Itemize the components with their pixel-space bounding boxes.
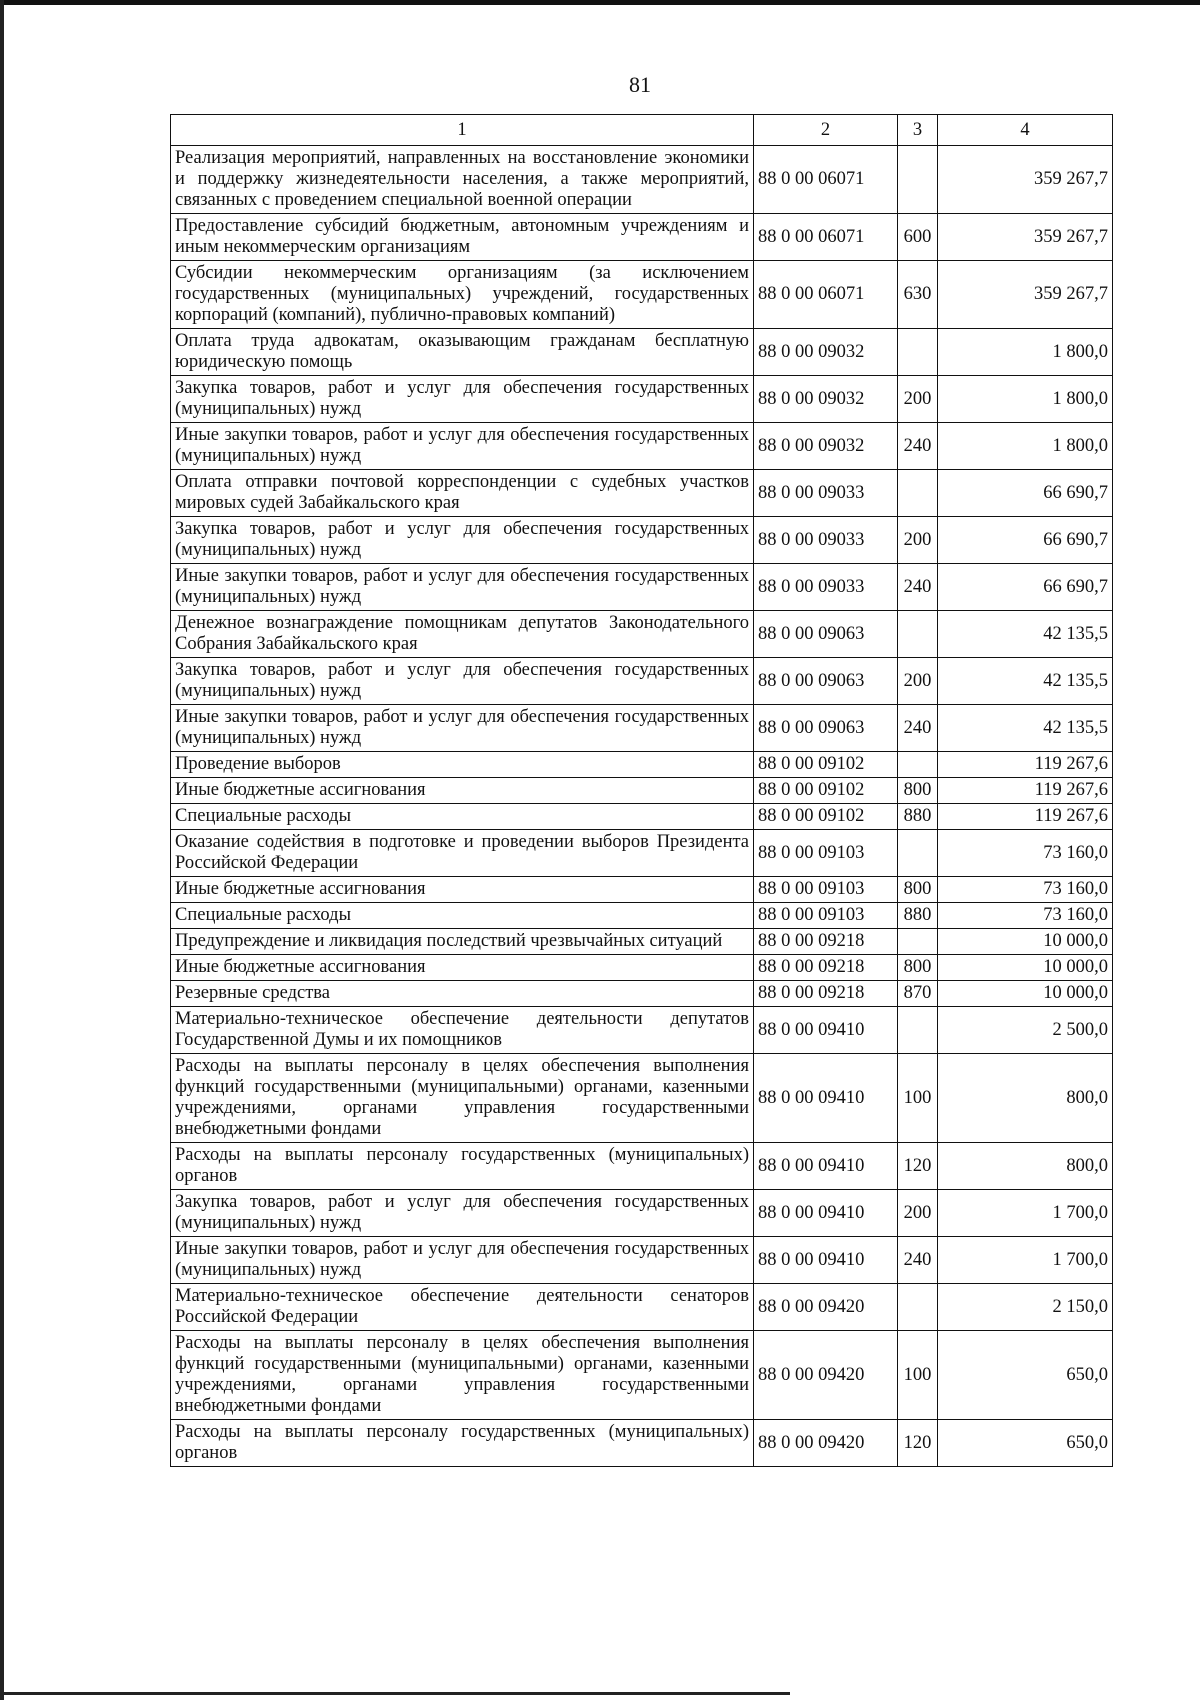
row-amount-cell: 1 700,0 [938,1237,1113,1284]
row-amount-cell: 119 267,6 [938,752,1113,778]
row-type-cell: 880 [898,804,938,830]
row-name-cell: Предупреждение и ликвидация последствий чрезвычайных ситуаций [171,929,754,955]
table-row [171,1284,1113,1331]
row-type-cell: 240 [898,1237,938,1284]
row-code-cell: 88 0 00 09420 [754,1331,898,1420]
table-row [171,1237,1113,1284]
row-type-cell: 120 [898,1143,938,1190]
row-code-cell: 88 0 00 09063 [754,611,898,658]
row-amount-cell: 66 690,7 [938,517,1113,564]
row-type-cell [898,830,938,877]
row-name-cell: Специальные расходы [171,903,754,929]
row-code-cell: 88 0 00 09033 [754,517,898,564]
row-type-cell: 240 [898,564,938,611]
row-amount-cell: 650,0 [938,1420,1113,1467]
row-amount-cell: 42 135,5 [938,658,1113,705]
row-code-cell: 88 0 00 09103 [754,903,898,929]
row-type-cell: 240 [898,423,938,470]
row-amount-cell: 66 690,7 [938,470,1113,517]
row-amount-cell: 42 135,5 [938,611,1113,658]
row-code-cell: 88 0 00 09032 [754,376,898,423]
table-row [171,752,1113,778]
row-amount-cell: 73 160,0 [938,830,1113,877]
row-type-cell: 200 [898,517,938,564]
row-type-cell: 100 [898,1054,938,1143]
row-type-cell: 880 [898,903,938,929]
row-amount-cell: 73 160,0 [938,877,1113,903]
row-type-cell [898,929,938,955]
row-code-cell: 88 0 00 09063 [754,658,898,705]
row-amount-cell: 800,0 [938,1054,1113,1143]
row-code-cell: 88 0 00 09410 [754,1007,898,1054]
row-type-cell: 800 [898,778,938,804]
row-code-cell: 88 0 00 06071 [754,214,898,261]
table-row [171,903,1113,929]
row-code-cell: 88 0 00 09103 [754,830,898,877]
table-row [171,929,1113,955]
row-type-cell: 630 [898,261,938,329]
row-code-cell: 88 0 00 09103 [754,877,898,903]
row-type-cell: 240 [898,705,938,752]
row-type-cell [898,1007,938,1054]
table-row [171,376,1113,423]
row-name-cell: Расходы на выплаты персоналу государственных (муниципальных) органов [171,1420,754,1467]
header-col-2: 2 [754,115,898,146]
row-amount-cell: 359 267,7 [938,261,1113,329]
row-name-cell: Закупка товаров, работ и услуг для обеспечения государственных (муниципальных) нужд [171,1190,754,1237]
row-name-cell: Предоставление субсидий бюджетным, автономным учреждениям и иным некоммерческим организациям [171,214,754,261]
row-amount-cell: 359 267,7 [938,214,1113,261]
row-code-cell: 88 0 00 09218 [754,955,898,981]
row-type-cell [898,470,938,517]
row-name-cell: Оплата отправки почтовой корреспонденции с судебных участков мировых судей Забайкальского края [171,470,754,517]
row-code-cell: 88 0 00 09063 [754,705,898,752]
header-col-4: 4 [938,115,1113,146]
row-name-cell: Иные закупки товаров, работ и услуг для обеспечения государственных (муниципальных) нужд [171,423,754,470]
row-name-cell: Иные закупки товаров, работ и услуг для обеспечения государственных (муниципальных) нужд [171,705,754,752]
row-amount-cell: 42 135,5 [938,705,1113,752]
row-code-cell: 88 0 00 09410 [754,1143,898,1190]
table-row [171,1007,1113,1054]
table-row [171,1331,1113,1420]
row-name-cell: Оплата труда адвокатам, оказывающим гражданам бесплатную юридическую помощь [171,329,754,376]
row-type-cell [898,329,938,376]
row-code-cell: 88 0 00 09102 [754,752,898,778]
table-row [171,877,1113,903]
table-row [171,329,1113,376]
row-amount-cell: 1 700,0 [938,1190,1113,1237]
row-name-cell: Реализация мероприятий, направленных на восстановление экономики и поддержку жизнедеятельности населения, а также мероприятий, связанных с проведением специальной военной операции [171,146,754,214]
row-type-cell: 200 [898,376,938,423]
table-row [171,804,1113,830]
row-type-cell: 200 [898,658,938,705]
row-type-cell: 600 [898,214,938,261]
table-row [171,611,1113,658]
row-name-cell: Закупка товаров, работ и услуг для обеспечения государственных (муниципальных) нужд [171,517,754,564]
row-name-cell: Иные бюджетные ассигнования [171,955,754,981]
row-amount-cell: 650,0 [938,1331,1113,1420]
table-row [171,778,1113,804]
row-amount-cell: 2 500,0 [938,1007,1113,1054]
row-name-cell: Резервные средства [171,981,754,1007]
row-code-cell: 88 0 00 06071 [754,146,898,214]
row-name-cell: Расходы на выплаты персоналу в целях обеспечения выполнения функций государственными (муниципальными) органами, казенными учреждениями, органами управления государственными внебюджетными фондами [171,1331,754,1420]
row-code-cell: 88 0 00 09218 [754,929,898,955]
page-number: 81 [629,72,651,97]
row-name-cell: Иные закупки товаров, работ и услуг для обеспечения государственных (муниципальных) нужд [171,564,754,611]
row-code-cell: 88 0 00 09033 [754,470,898,517]
scan-border-top [0,0,1200,5]
row-code-cell: 88 0 00 09420 [754,1420,898,1467]
budget-table [170,114,1113,1467]
row-code-cell: 88 0 00 09410 [754,1237,898,1284]
row-code-cell: 88 0 00 09102 [754,778,898,804]
table-row [171,1190,1113,1237]
row-name-cell: Иные закупки товаров, работ и услуг для обеспечения государственных (муниципальных) нужд [171,1237,754,1284]
table-row [171,1054,1113,1143]
row-type-cell [898,1284,938,1331]
table-row [171,564,1113,611]
row-type-cell: 800 [898,877,938,903]
row-amount-cell: 66 690,7 [938,564,1113,611]
row-name-cell: Закупка товаров, работ и услуг для обеспечения государственных (муниципальных) нужд [171,658,754,705]
header-col-1: 1 [171,115,754,146]
row-code-cell: 88 0 00 06071 [754,261,898,329]
row-amount-cell: 10 000,0 [938,981,1113,1007]
row-type-cell: 100 [898,1331,938,1420]
table-row [171,1420,1113,1467]
scan-border-bottom [0,1692,790,1695]
row-name-cell: Материально-техническое обеспечение деятельности сенаторов Российской Федерации [171,1284,754,1331]
scan-border-left [0,0,4,1700]
row-amount-cell: 10 000,0 [938,929,1113,955]
row-code-cell: 88 0 00 09420 [754,1284,898,1331]
row-name-cell: Закупка товаров, работ и услуг для обеспечения государственных (муниципальных) нужд [171,376,754,423]
row-code-cell: 88 0 00 09032 [754,329,898,376]
row-code-cell: 88 0 00 09033 [754,564,898,611]
header-row [171,115,1113,146]
table-row [171,981,1113,1007]
row-code-cell: 88 0 00 09410 [754,1190,898,1237]
row-amount-cell: 73 160,0 [938,903,1113,929]
table-row [171,1143,1113,1190]
table-row [171,955,1113,981]
row-type-cell [898,752,938,778]
table-row [171,470,1113,517]
row-name-cell: Расходы на выплаты персоналу в целях обеспечения выполнения функций государственными (муниципальными) органами, казенными учреждениями, органами управления государственными внебюджетными фондами [171,1054,754,1143]
table-row [171,261,1113,329]
row-type-cell: 120 [898,1420,938,1467]
row-type-cell: 200 [898,1190,938,1237]
row-amount-cell: 800,0 [938,1143,1113,1190]
row-amount-cell: 1 800,0 [938,423,1113,470]
row-amount-cell: 359 267,7 [938,146,1113,214]
table-row [171,423,1113,470]
row-amount-cell: 119 267,6 [938,804,1113,830]
row-type-cell [898,146,938,214]
row-name-cell: Иные бюджетные ассигнования [171,877,754,903]
row-code-cell: 88 0 00 09102 [754,804,898,830]
table-row [171,658,1113,705]
table-row [171,146,1113,214]
row-amount-cell: 119 267,6 [938,778,1113,804]
table-row [171,214,1113,261]
row-type-cell [898,611,938,658]
row-code-cell: 88 0 00 09032 [754,423,898,470]
row-name-cell: Денежное вознаграждение помощникам депутатов Законодательного Собрания Забайкальского края [171,611,754,658]
row-name-cell: Материально-техническое обеспечение деятельности депутатов Государственной Думы и их помощников [171,1007,754,1054]
row-type-cell: 870 [898,981,938,1007]
row-amount-cell: 2 150,0 [938,1284,1113,1331]
table-row [171,830,1113,877]
row-name-cell: Субсидии некоммерческим организациям (за исключением государственных (муниципальных) учреждений, государственных корпораций (компаний), публично-правовых компаний) [171,261,754,329]
row-name-cell: Специальные расходы [171,804,754,830]
row-name-cell: Иные бюджетные ассигнования [171,778,754,804]
table-row [171,517,1113,564]
row-name-cell: Оказание содействия в подготовке и проведении выборов Президента Российской Федерации [171,830,754,877]
table-row [171,705,1113,752]
row-amount-cell: 1 800,0 [938,376,1113,423]
row-amount-cell: 1 800,0 [938,329,1113,376]
row-amount-cell: 10 000,0 [938,955,1113,981]
row-type-cell: 800 [898,955,938,981]
row-code-cell: 88 0 00 09218 [754,981,898,1007]
header-col-3: 3 [898,115,938,146]
row-name-cell: Проведение выборов [171,752,754,778]
row-code-cell: 88 0 00 09410 [754,1054,898,1143]
row-name-cell: Расходы на выплаты персоналу государственных (муниципальных) органов [171,1143,754,1190]
table-body [171,146,1113,1467]
